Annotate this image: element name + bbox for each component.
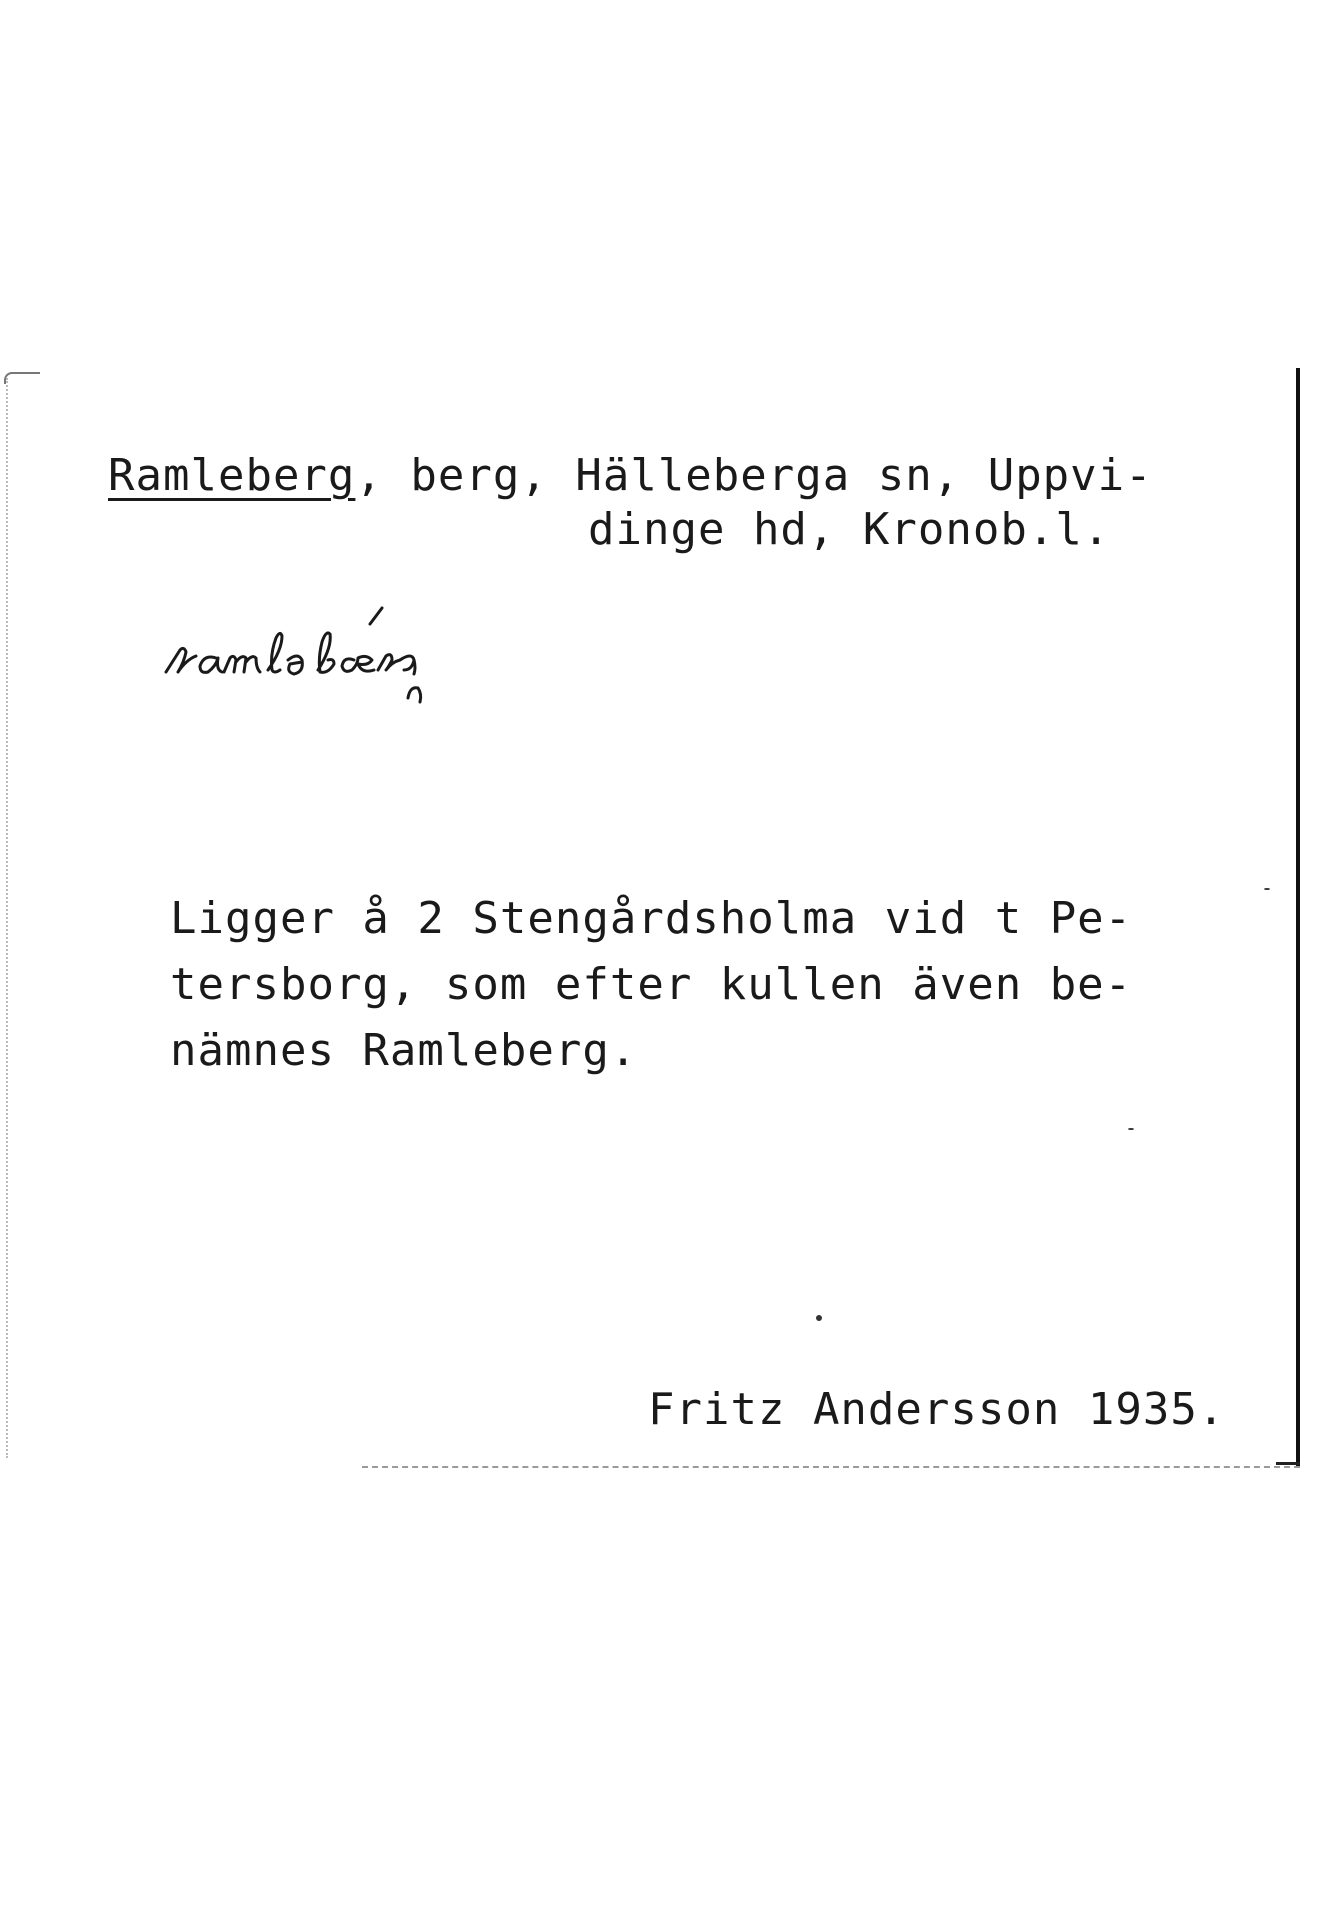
card-right-edge	[1296, 368, 1300, 1466]
handwritten-pronunciation	[160, 590, 560, 720]
ink-speck	[1264, 888, 1270, 890]
place-name: Ramleberg	[108, 450, 356, 501]
card-signature: Fritz Andersson 1935.	[648, 1384, 1226, 1435]
body-line: Ligger å 2 Stengårdsholma vid t Pe-	[170, 893, 1133, 944]
card-left-edge	[6, 378, 10, 1458]
body-line: tersborg, som efter kullen även be-	[170, 959, 1133, 1010]
card-body-text	[170, 886, 1132, 1084]
card-heading-continuation: dinge hd, Kronob.l.	[588, 504, 1111, 555]
heading-description: , berg, Hälleberga sn, Uppvi-	[355, 450, 1153, 501]
ink-speck	[1128, 1128, 1134, 1130]
ink-speck	[816, 1315, 822, 1321]
card-bottom-edge	[362, 1466, 1300, 1468]
card-bottom-corner	[1276, 1462, 1300, 1465]
body-line: nämnes Ramleberg.	[170, 1025, 638, 1076]
